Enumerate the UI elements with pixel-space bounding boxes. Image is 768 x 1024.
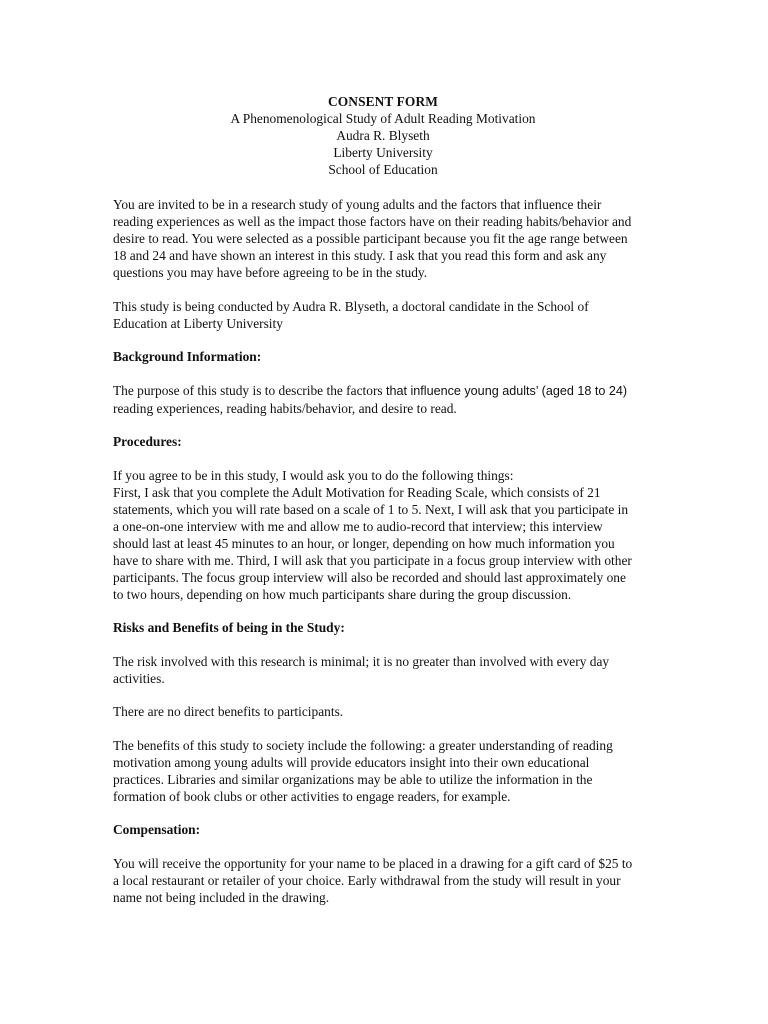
background-text-start: The purpose of this study is to describe the factors [113,382,386,398]
no-benefits-paragraph [113,703,653,720]
text-line: The benefits of this study to society include the following: a greater understanding of reading [113,737,613,753]
risks-paragraph [113,653,653,687]
background-heading: Background Information: [113,349,262,364]
text-line: reading experiences as well as the impact those factors have on their reading habits/behavior and [113,214,632,229]
text-line: have to share with me. Third, I will ask that you participate in a focus group interview with other [113,552,632,568]
compensation-heading: Compensation: [113,822,201,837]
document-header [113,93,653,178]
study-title: A Phenomenological Study of Adult Reading Motivation [230,111,536,126]
text-line: questions you may have before agreeing to be in the study. [113,265,428,280]
text-line: should last at least 45 minutes to an hour, or longer, depending on how much information you [113,535,615,551]
school-name: School of Education [328,162,438,177]
text-line: activities. [113,670,165,686]
text-line: reading experiences, reading habits/behavior, and desire to read. [113,400,457,416]
text-line: 18 and 24 and have shown an interest in this study. I ask that you read this form and ask any [113,248,607,263]
text-line: formation of book clubs or other activities to engage readers, for example. [113,788,511,804]
text-line: a one-on-one interview with me and allow me to audio-record that interview; this interview [113,518,603,534]
text-line: Education at Liberty University [113,315,283,331]
text-line: statements, which you will rate based on a scale of 1 to 5. Next, I will ask that you participate in [113,501,629,517]
background-paragraph [113,382,653,417]
text-line: There are no direct benefits to participants. [113,704,344,719]
background-text-sans: that influence young adults’ (aged 18 to 24) [385,383,628,398]
compensation-paragraph [113,855,653,906]
text-line: You are invited to be in a research study of young adults and the factors that influence their [113,197,602,212]
text-line: to two hours, depending on how much participants share during the group discussion. [113,586,572,602]
text-line: motivation among young adults will provide educators insight into their own educational [113,754,590,770]
text-line: practices. Libraries and similar organizations may be able to utilize the information in the [113,771,593,787]
text-line: If you agree to be in this study, I would ask you to do the following things: [113,467,514,483]
text-line: The risk involved with this research is minimal; it is no greater than involved with every day [113,653,610,669]
university-name: Liberty University [333,145,433,160]
procedures-heading: Procedures: [113,434,182,449]
text-line: participants. The focus group interview will also be recorded and should last approximately one [113,569,626,585]
text-line: a local restaurant or retailer of your choice. Early withdrawal from the study will result in your [113,872,621,888]
text-line [113,382,653,400]
procedures-paragraph [113,467,653,603]
intro-paragraph [113,196,653,281]
text-line: This study is being conducted by Audra R. Blyseth, a doctoral candidate in the School of [113,298,589,314]
risks-heading: Risks and Benefits of being in the Study: [113,620,345,635]
document-content [113,93,653,922]
text-line: name not being included in the drawing. [113,889,330,905]
text-line: You will receive the opportunity for your name to be placed in a drawing for a gift card of $25 to [113,855,633,871]
conducted-by-paragraph [113,298,653,332]
researcher-name: Audra R. Blyseth [336,128,430,143]
text-line: First, I ask that you complete the Adult Motivation for Reading Scale, which consists of 21 [113,484,601,500]
text-line: desire to read. You were selected as a possible participant because you fit the age range between [113,231,628,246]
form-title: CONSENT FORM [328,94,438,109]
benefits-paragraph [113,737,653,805]
